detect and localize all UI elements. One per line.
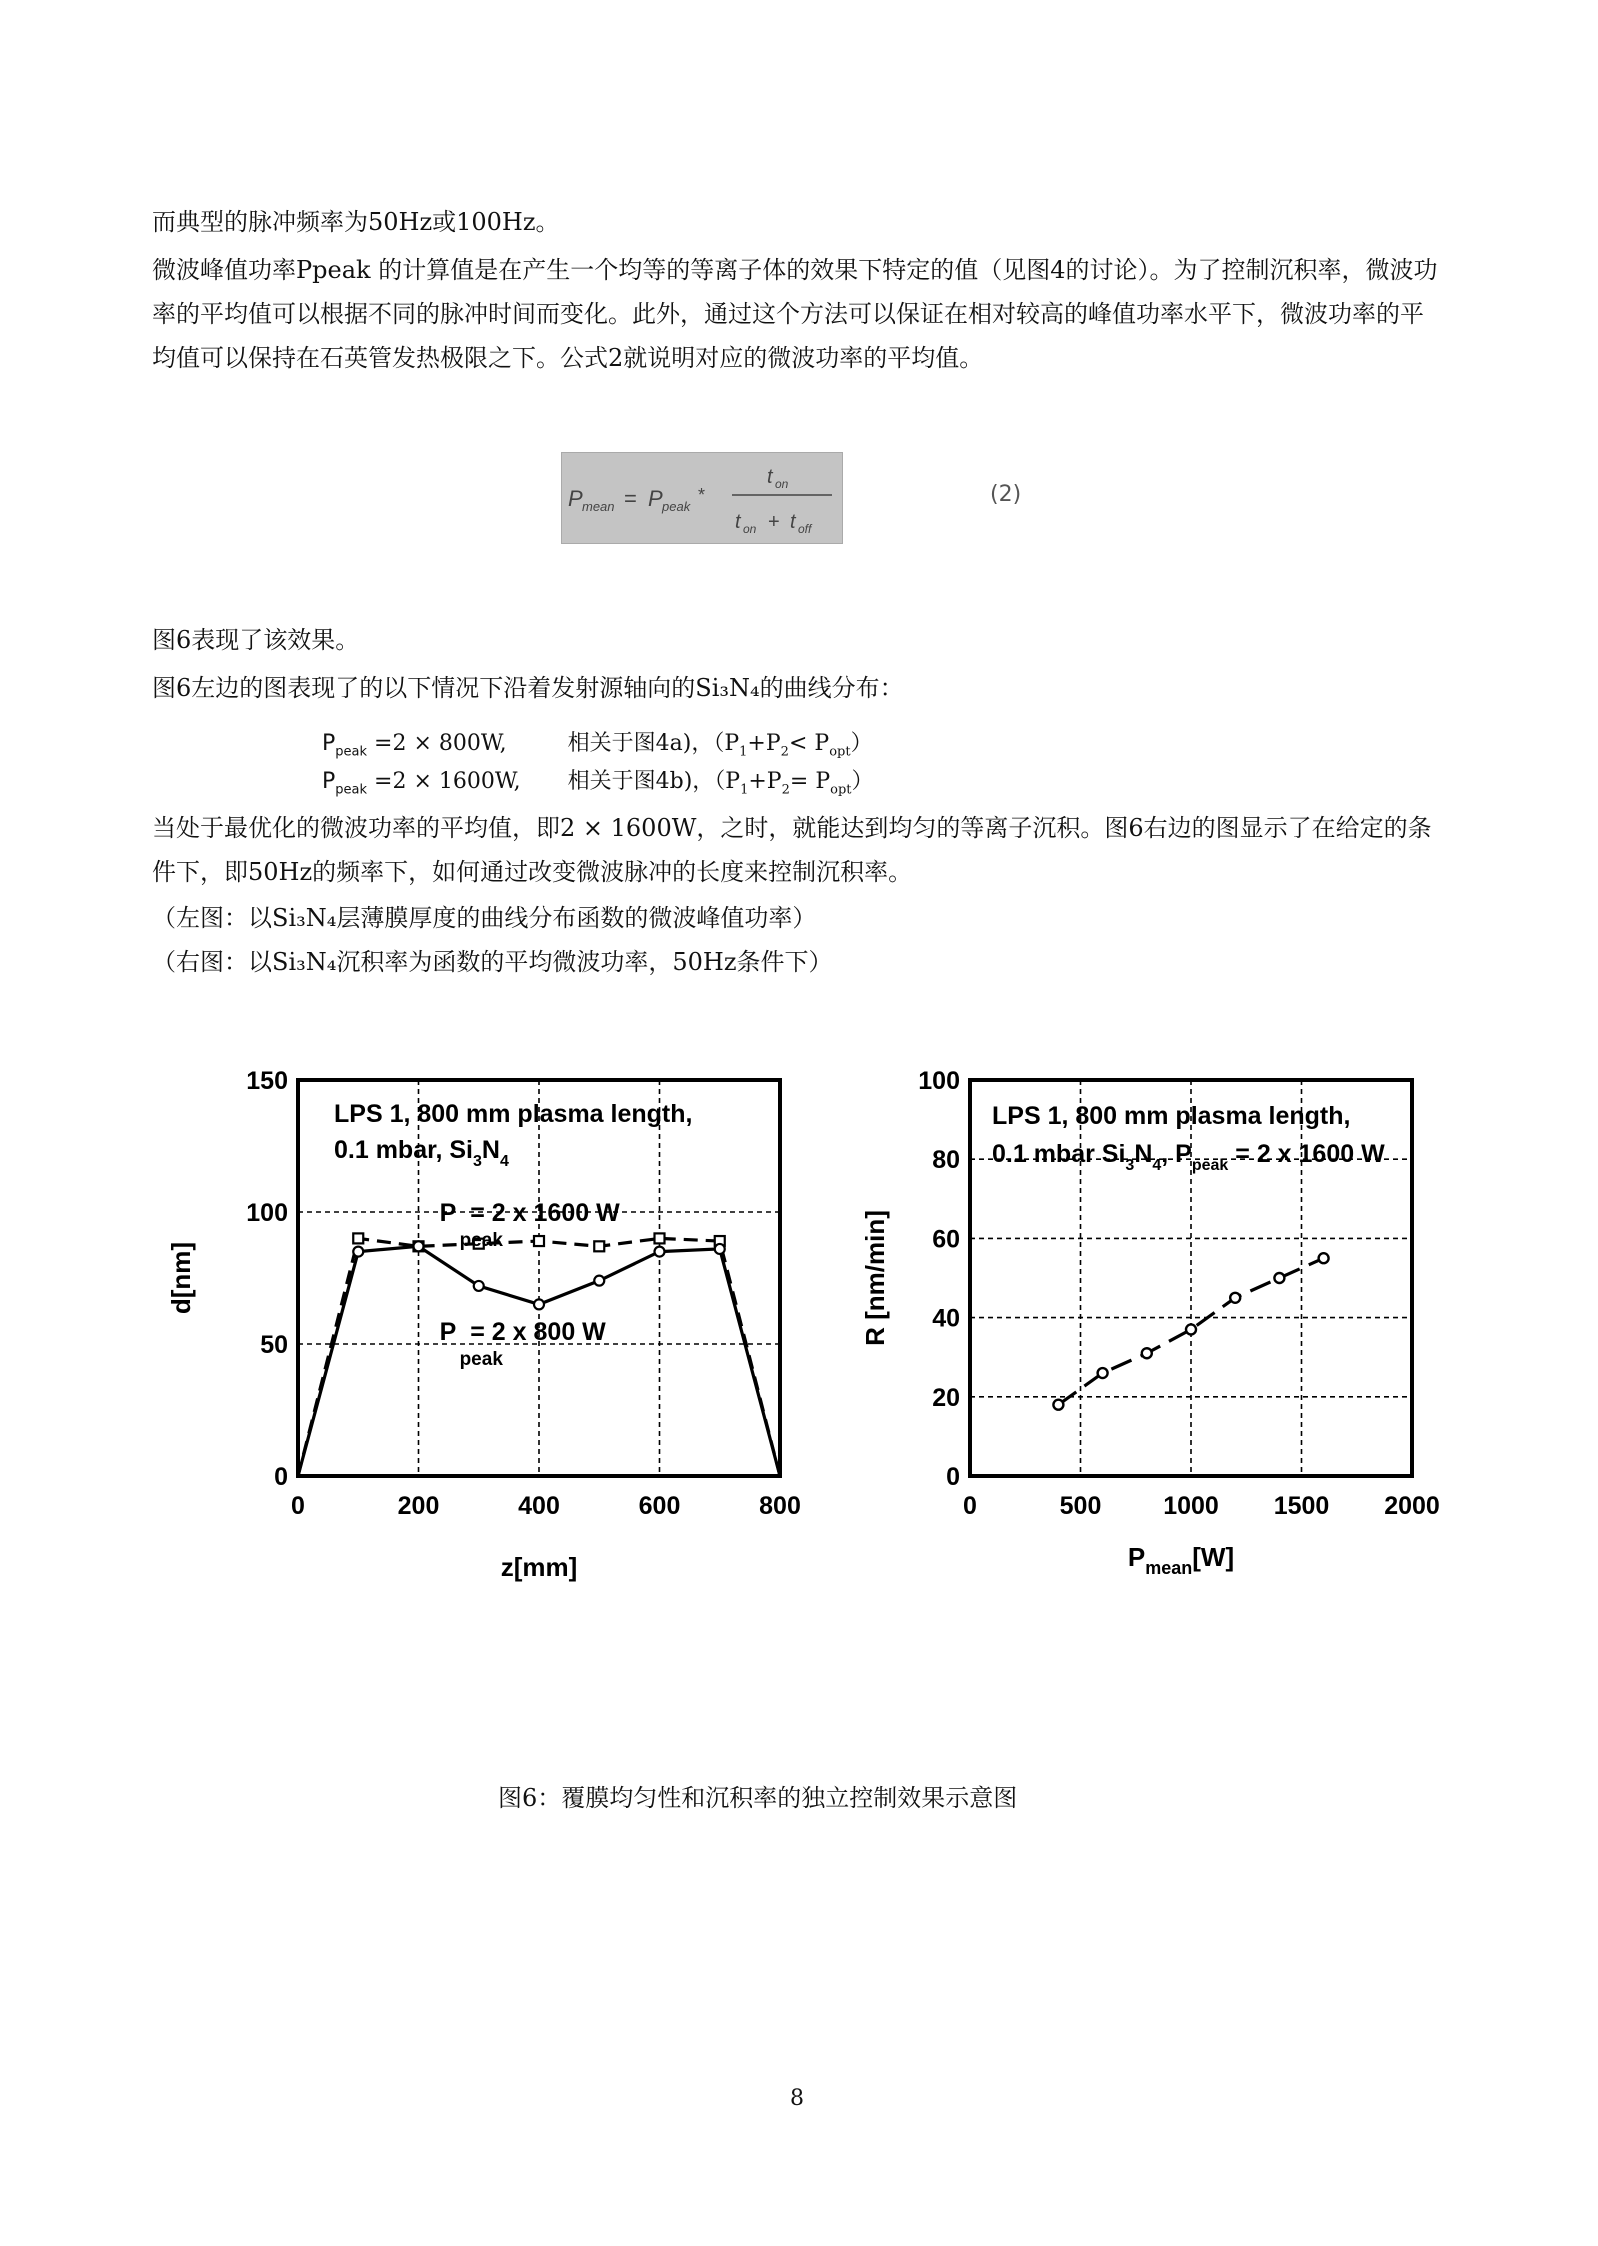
formula-lhs-sub: mean: [582, 499, 615, 514]
data-point: [534, 1299, 544, 1309]
formula-plus: +: [768, 511, 780, 533]
data-point: [353, 1247, 363, 1257]
data-point: [594, 1276, 604, 1286]
left-chart-subtitle: 0.1 mbar, $Si_3N_4$: [334, 1136, 509, 1170]
formula-den-b-sub: off: [798, 522, 812, 536]
series-label-800-sub: peak: [459, 1348, 503, 1370]
x-tick-label: 2000: [1384, 1492, 1440, 1520]
formula-svg: [562, 453, 842, 543]
formula-den-a-sub: on: [743, 522, 757, 536]
paragraph-2: 微波峰值功率Ppeak 的计算值是在产生一个均等的等离子体的效果下特定的值（见图4的讨论）。为了控制沉积率，微波功率的平均值可以根据不同的脉冲时间而变化。此外，通过这个方法可以保证在相对较高的峰值功率水平下，微波功率的平均值可以保持在石英管发热极限之下。公式2就说明对应的微波功率的平均值。: [152, 256, 1438, 372]
deposition-rate-chart: [850, 1030, 1470, 1770]
series-label-1600-sub: peak: [459, 1230, 503, 1251]
y-tick-label: 100: [246, 1199, 288, 1227]
data-point: [353, 1233, 363, 1243]
thickness-profile-chart: [150, 1030, 810, 1770]
data-point: [534, 1236, 544, 1246]
paragraph-5: 当处于最优化的微波功率的平均值，即2 × 1600W，之时，就能达到均匀的等离子沉积。图6右边的图显示了在给定的条件下，即50Hz的频率下，如何通过改变微波脉冲的长度来控制沉积率。: [152, 814, 1432, 886]
formula-box: [561, 452, 843, 544]
formula-equals: =: [624, 486, 637, 511]
x-tick-label: 0: [963, 1492, 977, 1520]
y-tick-label: 0: [274, 1463, 288, 1491]
x-tick-label: 1000: [1163, 1492, 1219, 1520]
left-y-axis-label: d[nm]: [166, 1241, 196, 1315]
paragraph-3: 图6表现了该效果。: [152, 626, 360, 654]
formula-numerator: t: [767, 466, 773, 488]
left-tick-labels: [246, 1067, 801, 1520]
right-chart-subtitle: 0.1 mbar $Si_3N_4$, $P_{peak} = 2$ x 1600 W: [992, 1140, 1385, 1174]
figure-caption: 图6：覆膜均匀性和沉积率的独立控制效果示意图: [498, 1784, 1018, 1812]
formula-rhs-sub: peak: [662, 499, 691, 514]
data-point: [1230, 1293, 1240, 1303]
x-tick-label: 400: [518, 1492, 560, 1520]
indented-line-1: $P_{peak} =2 \times 800W$, 相关于图4a)，$(P_1+P_2< P_{opt})$: [322, 731, 873, 760]
x-tick-label: 500: [1059, 1492, 1102, 1520]
formula-number: (2): [990, 482, 1022, 507]
data-point: [1053, 1400, 1063, 1410]
indented-line-2: $P_{peak} =2 \times 1600W$, 相关于图4b)，$(P_1+P_2= P_{opt})$: [322, 769, 874, 798]
y-tick-label: 20: [932, 1383, 960, 1412]
x-tick-label: 1500: [1273, 1492, 1330, 1520]
formula-rhs: P: [648, 486, 663, 511]
page-number: 8: [790, 2086, 804, 2111]
x-tick-label: 0: [291, 1492, 305, 1520]
series-label-800: P = 2 x 800 W: [439, 1317, 606, 1346]
formula-numerator-sub: on: [775, 477, 789, 491]
data-point: [1142, 1348, 1152, 1358]
x-tick-label: 600: [638, 1492, 681, 1520]
formula-den-b: t: [790, 511, 796, 533]
y-tick-label: 50: [260, 1331, 288, 1359]
left-chart-title: LPS 1, 800 mm plasma length,: [334, 1100, 693, 1128]
right-chart-title: LPS 1, 800 mm plasma length,: [992, 1102, 1351, 1130]
paragraph-7: （右图：以Si₃N₄沉积率为函数的平均微波功率，50Hz条件下）: [152, 948, 833, 976]
right-y-axis-label: R [nm/min]: [860, 1210, 890, 1346]
right-tick-labels: [918, 1067, 1440, 1520]
data-point: [1274, 1273, 1284, 1283]
data-point: [414, 1241, 424, 1251]
y-tick-label: 0: [946, 1463, 960, 1491]
y-tick-label: 150: [246, 1067, 288, 1095]
paragraph-6: （左图：以Si₃N₄层薄膜厚度的曲线分布函数的微波峰值功率）: [152, 904, 817, 932]
data-point: [655, 1233, 665, 1243]
data-point: [1098, 1368, 1108, 1378]
paragraph-1: 而典型的脉冲频率为50Hz或100Hz。: [152, 208, 560, 236]
series-label-1600: P = 2 x 1600 W: [439, 1199, 620, 1227]
left-x-axis-label: z[mm]: [500, 1552, 578, 1582]
data-point: [715, 1244, 725, 1254]
data-point: [1186, 1324, 1196, 1334]
data-point: [594, 1241, 604, 1251]
paragraph-4: 图6左边的图表现了的以下情况下沿着发射源轴向的Si₃N₄的曲线分布：: [152, 674, 904, 702]
data-point: [655, 1247, 665, 1257]
x-tick-label: 200: [397, 1492, 440, 1520]
y-tick-label: 40: [932, 1304, 960, 1333]
formula-den-a: t: [735, 511, 741, 533]
y-tick-label: 60: [932, 1225, 960, 1254]
data-point: [474, 1281, 484, 1291]
data-point: [1319, 1253, 1329, 1263]
formula-times: *: [698, 485, 706, 505]
right-x-axis-label: $P_{mean}[W]$: [1127, 1542, 1235, 1578]
y-tick-label: 100: [918, 1067, 960, 1095]
x-tick-label: 800: [759, 1492, 801, 1520]
formula-lhs: P: [568, 486, 583, 511]
y-tick-label: 80: [932, 1146, 960, 1175]
